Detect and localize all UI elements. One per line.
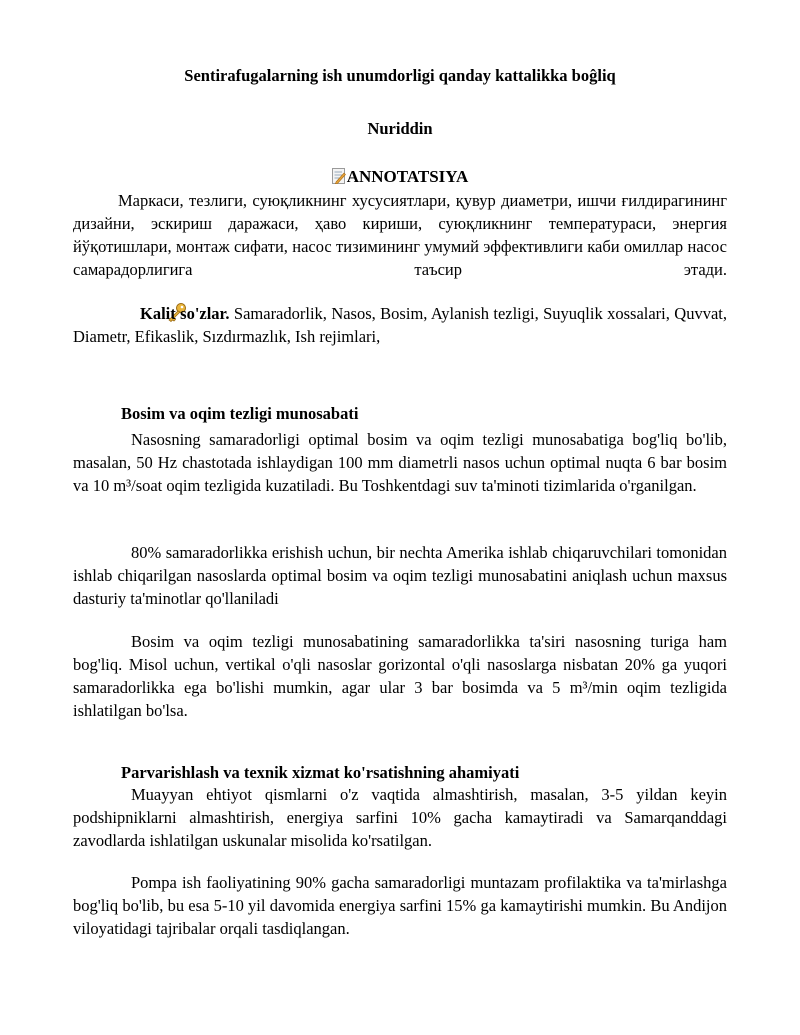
section-paragraph: Muayyan ehtiyot qismlarni o'z vaqtida almashtirish, masalan, 3-5 yildan keyin podshipniklarni almashtirish, energiya sarfini 10% gacha kamaytiradi va Samarqanddagi zavodlarda ishlatilgan uskunalar misolida ko'rsatilgan.	[73, 785, 727, 850]
section-paragraph: Bosim va oqim tezligi munosabatining samaradorlikka ta'siri nasosning turiga ham bog'liq. Misol uchun, vertikal o'qli nasoslar gorizontal o'qli nasoslarga nisbatan 20% ga yuqori samaradorlikka ega bo'lishi mumkin, agar ular 3 bar bosimda va 5 m³/min oqim tezligida ishlatilgan bo'lsa.	[73, 632, 727, 720]
keywords-label: Kalit so'zlar.	[140, 304, 230, 323]
note-pencil-icon	[332, 167, 346, 183]
annotation-heading-row	[0, 165, 800, 188]
section-paragraph: Pompa ish faoliyatining 90% gacha samaradorligi muntazam profilaktika va ta'mirlashga bog'liq bo'lib, bu esa 5-10 yil davomida energiya sarfini 15% ga kamaytirishi mumkin. Bu Andijon viloyatidagi tajribalar orqali tasdiqlangan.	[73, 873, 727, 938]
annotation-heading: ANNOTATSIYA	[346, 167, 469, 186]
paper-title: Sentirafugalarning ish unumdorligi qanday kattalikka boĝliq	[184, 66, 616, 85]
keywords-text: Samaradorlik, Nasos, Bosim, Aylanish tezligi, Suyuqlik xossalari, Quvvat, Diametr, Efikaslik, Sızdırmazlık, Ish rejimlari,	[73, 304, 727, 346]
keywords-paragraph	[73, 302, 727, 348]
annotation-text: Маркаси, тезлиги, суюқликнинг хусусиятлари, қувур диаметри, ишчи ғилдирагининг дизайни, эскириш даражаси, ҳаво кириши, суюқликнинг температураси, энергия йўқотишлари, монтаж сифати, насос тизимининг умумий эффективлиги каби омиллар насос самарадорлигига таъсир этади.	[73, 191, 727, 279]
author-name: Nuriddin	[367, 119, 433, 138]
section-heading: Parvarishlash va texnik xizmat ko'rsatishning ahamiyati	[121, 763, 520, 782]
section-paragraph: 80% samaradorlikka erishish uchun, bir nechta Amerika ishlab chiqaruvchilari tomonidan ishlab chiqarilgan nasoslarda optimal bosim va oqim tezligi munosabatini aniqlash uchun maxsus dasturiy ta'minotlar qo'llaniladi	[73, 543, 727, 608]
key-icon	[120, 302, 140, 322]
section-heading: Bosim va oqim tezligi munosabati	[121, 404, 359, 423]
section-paragraph: Nasosning samaradorligi optimal bosim va oqim tezligi munosabatiga bog'liq bo'lib, masalan, 50 Hz chastotada ishlaydigan 100 mm diametrli nasos uchun optimal nuqta 6 bar bosim va 10 m³/soat oqim tezligida kuzatiladi. Bu Toshkentdagi suv ta'minoti tizimlarida o'rganilgan.	[73, 430, 727, 495]
